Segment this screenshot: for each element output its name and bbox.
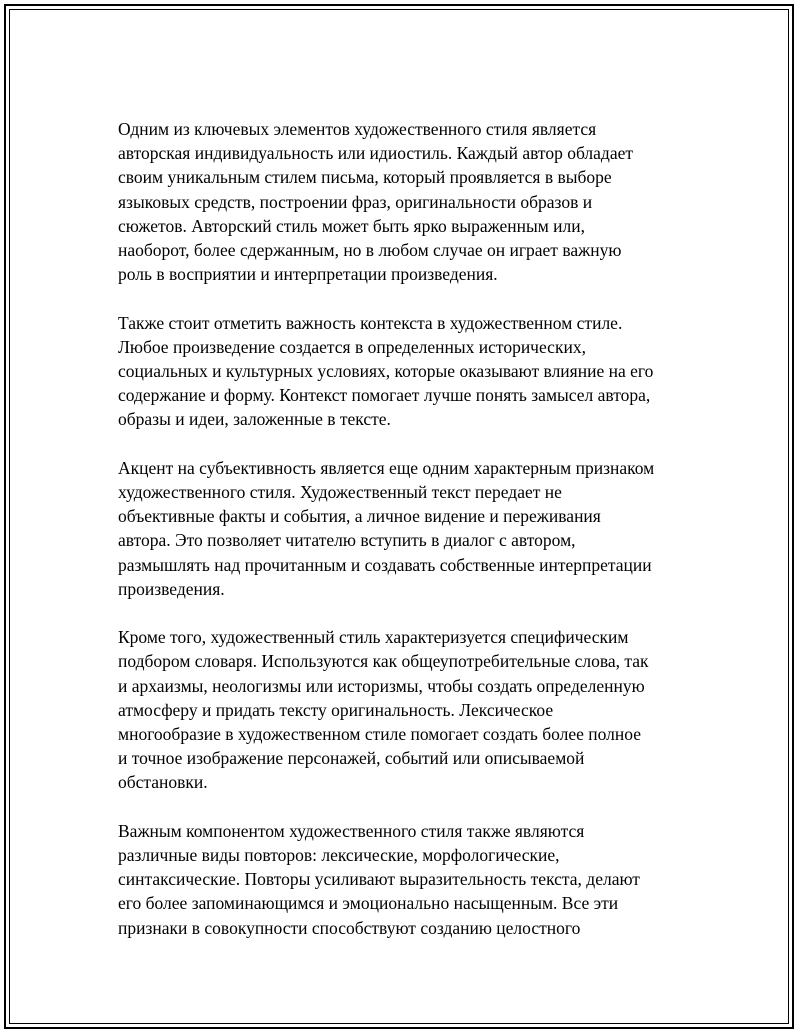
- paragraph-context: Также стоит отметить важность контекста в художественном стиле. Любое произведение создается в определенных исторических, социальных и культурных условиях, которые оказывают влияние на его содержание и форму. Контекст помогает лучше понять замысел автора, образы и идеи, заложенные в тексте.: [118, 312, 654, 430]
- paragraph-authorial-style: Одним из ключевых элементов художественного стиля является авторская индивидуальность или идиостиль. Каждый автор обладает своим уникальным стилем письма, который проявляется в выборе языковых средств, построении фраз, оригинальности образов и сюжетов. Авторский стиль может быть ярко выраженным или, наоборот, более сдержанным, но в любом случае он играет важную роль в восприятии и интерпретации произведения.: [118, 119, 634, 285]
- paragraph-repetitions: Важным компонентом художественного стиля также являются различные виды повторов: лексические, морфологические, синтаксические. Повторы усиливают выразительность текста, делают его более запоминающимся и эмоционально насыщенным. Все эти признаки в совокупности способствуют созданию целостного: [118, 820, 640, 938]
- paragraph-subjectivity: Акцент на субъективность является еще одним характерным признаком художественного стиля. Художественный текст передает не объективные факты и события, а личное видение и переживания автора. Это позволяет читателю вступить в диалог с автором, размышлять над прочитанным и создавать собственные интерпретации произведения.: [118, 457, 655, 599]
- document-body: [118, 117, 698, 964]
- paragraph-vocabulary: Кроме того, художественный стиль характеризуется специфическим подбором словаря. Используются как общеупотребительные слова, так и архаизмы, неологизмы или историзмы, чтобы создать определенную атмосферу и придать тексту оригинальность. Лексическое многообразие в художественном стиле помогает создать более полное и точное изображение персонажей, событий или описываемой обстановки.: [118, 627, 649, 793]
